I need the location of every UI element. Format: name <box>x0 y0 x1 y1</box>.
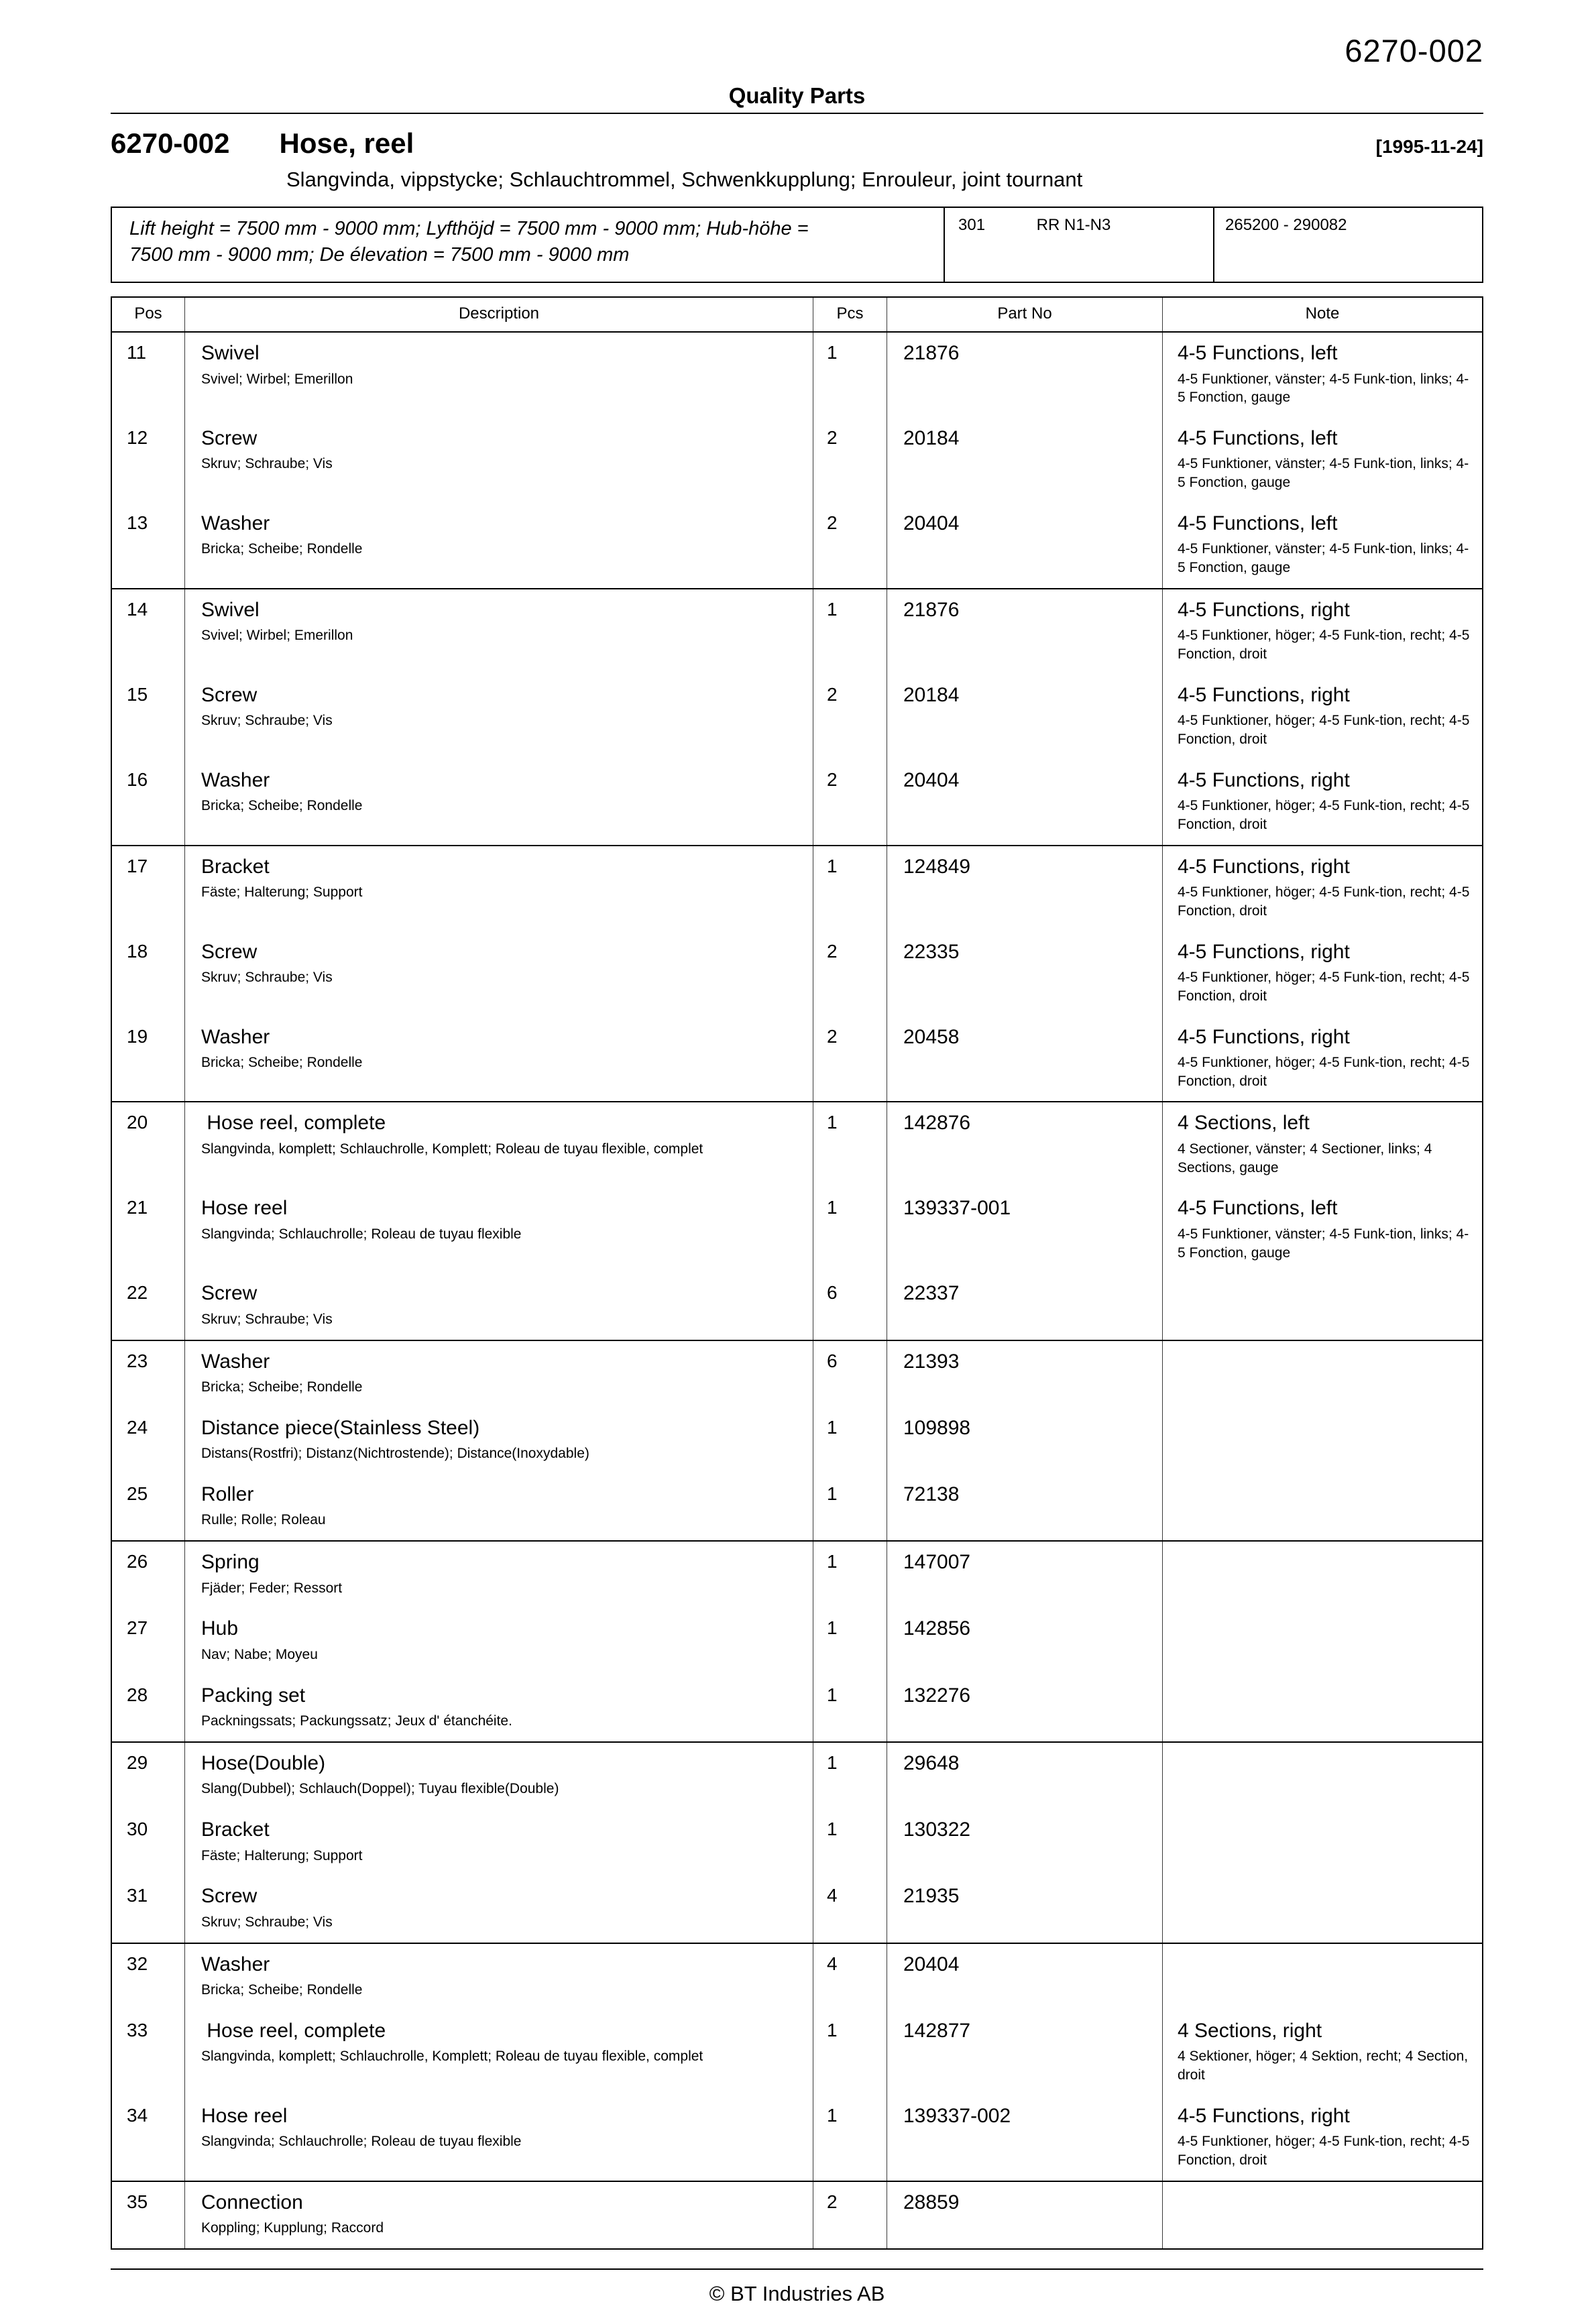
description-main: Bracket <box>201 1819 270 1841</box>
cell-pcs: 1 <box>813 1188 887 1273</box>
cell-description <box>184 1944 813 2010</box>
cell-note <box>1162 1341 1482 1407</box>
note-translations: 4-5 Funktioner, höger; 4-5 Funk-tion, recht; 4-5 Fonction, droit <box>1178 2134 1470 2168</box>
note-main: 4 Sections, left <box>1178 1112 1310 1135</box>
cell-note <box>1162 1188 1482 1273</box>
cell-description <box>184 1675 813 1741</box>
description-translations: Distans(Rostfri); Distanz(Nichtrostende); Distance(Inoxydable) <box>201 1446 589 1462</box>
applicability-box <box>111 207 1483 283</box>
footer-copyright: © BT Industries AB <box>709 2281 885 2305</box>
note-main: 4-5 Functions, right <box>1178 1025 1350 1048</box>
description-translations: Fjäder; Feder; Ressort <box>201 1580 343 1596</box>
page-title-code: 6270-002 <box>111 127 230 159</box>
cell-part-no: 21876 <box>887 589 1162 675</box>
cell-pcs: 2 <box>813 675 887 760</box>
cell-part-no: 22337 <box>887 1273 1162 1339</box>
cell-note <box>1162 2010 1482 2095</box>
table-row <box>112 1188 1482 1273</box>
table-row <box>112 503 1482 589</box>
cell-description <box>184 1542 813 1608</box>
doc-code-top: 6270-002 <box>1345 33 1483 68</box>
cell-pcs: 6 <box>813 1341 887 1407</box>
description-translations: Rulle; Rolle; Roleau <box>201 1512 326 1528</box>
description-main: Screw <box>201 426 258 449</box>
cell-pos: 31 <box>127 1885 148 1906</box>
cell-description <box>184 2182 813 2248</box>
lift-height-text: Lift height = 7500 mm - 9000 mm; Lyfthöjd = 7500 mm - 9000 mm; Hub-höhe = 7500 mm - 9000 mm; De élevation = 7500 mm - 9000 mm <box>129 218 809 266</box>
page-footer <box>111 2268 1483 2306</box>
description-translations: Koppling; Kupplung; Raccord <box>201 2220 384 2236</box>
cell-pcs: 1 <box>813 1675 887 1741</box>
description-translations: Slangvinda, komplett; Schlauchrolle, Komplett; Roleau de tuyau flexible, complet <box>201 2049 703 2065</box>
description-translations: Skruv; Schraube; Vis <box>201 456 333 472</box>
table-row <box>112 589 1482 675</box>
cell-description <box>184 2095 813 2181</box>
cell-description <box>184 418 813 503</box>
note-main: 4-5 Functions, right <box>1178 855 1350 878</box>
cell-note <box>1162 1017 1482 1102</box>
cell-pcs: 2 <box>813 931 887 1017</box>
cell-pcs: 1 <box>813 846 887 931</box>
cell-note <box>1162 1944 1482 2010</box>
page-title: Hose, reel <box>279 127 414 159</box>
table-row <box>112 931 1482 1017</box>
cell-note <box>1162 1407 1482 1474</box>
description-main: Screw <box>201 1282 258 1305</box>
description-main: Washer <box>201 1350 270 1373</box>
lift-height-cell <box>112 208 944 282</box>
table-row <box>112 2095 1482 2182</box>
description-main: Hub <box>201 1617 239 1640</box>
cell-pcs: 1 <box>813 2095 887 2181</box>
cell-part-no: 72138 <box>887 1474 1162 1540</box>
model-cell <box>944 208 1213 282</box>
description-main: Screw <box>201 683 258 706</box>
cell-note <box>1162 675 1482 760</box>
cell-pos: 34 <box>127 2104 148 2126</box>
cell-pos: 25 <box>127 1483 148 1504</box>
description-main: Screw <box>201 940 258 963</box>
description-translations: Skruv; Schraube; Vis <box>201 1914 333 1930</box>
cell-pcs: 1 <box>813 1407 887 1474</box>
note-translations: 4-5 Funktioner, vänster; 4-5 Funk-tion, links; 4-5 Fonction, gauge <box>1178 456 1469 491</box>
cell-description <box>184 333 813 418</box>
cell-description <box>184 1341 813 1407</box>
table-header-row <box>112 298 1482 333</box>
cell-part-no: 20404 <box>887 1944 1162 2010</box>
cell-part-no: 139337-002 <box>887 2095 1162 2181</box>
cell-pcs: 1 <box>813 1102 887 1188</box>
cell-description <box>184 675 813 760</box>
cell-description <box>184 1188 813 1273</box>
cell-pos: 21 <box>127 1197 148 1218</box>
cell-part-no: 22335 <box>887 931 1162 1017</box>
cell-note <box>1162 760 1482 845</box>
cell-part-no: 139337-001 <box>887 1188 1162 1273</box>
table-row <box>112 418 1482 503</box>
cell-pos: 26 <box>127 1551 148 1572</box>
cell-pcs: 2 <box>813 2182 887 2248</box>
serial-range-cell: 265200 - 290082 <box>1213 208 1482 282</box>
cell-pcs: 1 <box>813 1809 887 1876</box>
table-row <box>112 2182 1482 2248</box>
description-translations: Slangvinda, komplett; Schlauchrolle, Komplett; Roleau de tuyau flexible, complet <box>201 1141 703 1157</box>
table-row <box>112 1273 1482 1340</box>
cell-pcs: 1 <box>813 589 887 675</box>
cell-note <box>1162 2182 1482 2248</box>
description-translations: Packningssats; Packungssatz; Jeux d' étanchéite. <box>201 1713 512 1729</box>
table-row <box>112 333 1482 418</box>
page-header <box>111 32 1483 113</box>
note-main: 4-5 Functions, right <box>1178 683 1350 706</box>
cell-description <box>184 1273 813 1339</box>
description-main: Packing set <box>201 1684 306 1707</box>
type-code: 301 <box>958 216 986 234</box>
note-main: 4 Sections, right <box>1178 2019 1322 2042</box>
description-main: Swivel <box>201 342 260 364</box>
cell-pos: 23 <box>127 1350 148 1371</box>
description-translations: Fäste; Halterung; Support <box>201 884 363 901</box>
cell-description <box>184 1608 813 1674</box>
note-translations: 4-5 Funktioner, vänster; 4-5 Funk-tion, links; 4-5 Fonction, gauge <box>1178 371 1469 406</box>
cell-description <box>184 2010 813 2095</box>
note-translations: 4-5 Funktioner, vänster; 4-5 Funk-tion, links; 4-5 Fonction, gauge <box>1178 541 1469 576</box>
cell-pos: 15 <box>127 683 148 705</box>
description-translations: Bricka; Scheibe; Rondelle <box>201 1055 363 1070</box>
cell-note <box>1162 1809 1482 1876</box>
cell-note <box>1162 931 1482 1017</box>
cell-pos: 29 <box>127 1751 148 1773</box>
cell-pos: 30 <box>127 1819 148 1840</box>
description-translations: Slangvinda; Schlauchrolle; Roleau de tuyau flexible <box>201 1226 522 1242</box>
cell-pcs: 2 <box>813 1017 887 1102</box>
parts-table <box>111 296 1483 2250</box>
cell-description <box>184 760 813 845</box>
cell-note <box>1162 1608 1482 1674</box>
cell-pcs: 2 <box>813 418 887 503</box>
cell-part-no: 21935 <box>887 1876 1162 1942</box>
cell-pcs: 6 <box>813 1273 887 1339</box>
cell-pos: 24 <box>127 1416 148 1438</box>
description-main: Washer <box>201 1953 270 1975</box>
description-translations: Bricka; Scheibe; Rondelle <box>201 1379 363 1395</box>
cell-pos: 28 <box>127 1684 148 1705</box>
table-row <box>112 1102 1482 1188</box>
note-translations: 4 Sektioner, höger; 4 Sektion, recht; 4 Section, droit <box>1178 2049 1469 2083</box>
cell-pos: 13 <box>127 512 148 533</box>
cell-description <box>184 589 813 675</box>
description-main: Hose reel <box>201 2104 288 2127</box>
cell-pcs: 4 <box>813 1876 887 1942</box>
table-row <box>112 1944 1482 2010</box>
header-quality-parts: Quality Parts <box>728 83 866 108</box>
description-main: Swivel <box>201 598 260 621</box>
note-translations: 4-5 Funktioner, höger; 4-5 Funk-tion, recht; 4-5 Fonction, droit <box>1178 798 1470 832</box>
cell-description <box>184 1102 813 1188</box>
cell-pos: 20 <box>127 1112 148 1133</box>
cell-note <box>1162 1743 1482 1809</box>
description-translations: Bricka; Scheibe; Rondelle <box>201 1982 363 1998</box>
cell-part-no: 21876 <box>887 333 1162 418</box>
description-main: Washer <box>201 1025 270 1048</box>
cell-part-no: 28859 <box>887 2182 1162 2248</box>
cell-pos: 32 <box>127 1953 148 1974</box>
note-translations: 4-5 Funktioner, höger; 4-5 Funk-tion, recht; 4-5 Fonction, droit <box>1178 628 1470 662</box>
cell-part-no: 29648 <box>887 1743 1162 1809</box>
description-main: Connection <box>201 2191 303 2213</box>
note-main: 4-5 Functions, right <box>1178 940 1350 963</box>
cell-description <box>184 1809 813 1876</box>
cell-pos: 19 <box>127 1025 148 1047</box>
col-header-part-no: Part No <box>887 298 1162 331</box>
note-main: 4-5 Functions, left <box>1178 342 1338 364</box>
description-main: Bracket <box>201 855 270 878</box>
cell-note <box>1162 1675 1482 1741</box>
note-main: 4-5 Functions, right <box>1178 2104 1350 2127</box>
cell-pos: 35 <box>127 2191 148 2212</box>
cell-part-no: 20458 <box>887 1017 1162 1102</box>
cell-part-no: 20404 <box>887 760 1162 845</box>
table-row <box>112 1341 1482 1407</box>
cell-pos: 18 <box>127 940 148 962</box>
note-main: 4-5 Functions, right <box>1178 768 1350 791</box>
description-main: Roller <box>201 1483 254 1505</box>
cell-note <box>1162 1876 1482 1942</box>
description-translations: Svivel; Wirbel; Emerillon <box>201 628 353 644</box>
cell-description <box>184 1743 813 1809</box>
cell-part-no: 20184 <box>887 675 1162 760</box>
cell-note <box>1162 503 1482 588</box>
cell-pos: 27 <box>127 1617 148 1639</box>
cell-note <box>1162 1542 1482 1608</box>
table-row <box>112 1474 1482 1542</box>
cell-part-no: 109898 <box>887 1407 1162 1474</box>
cell-pos: 14 <box>127 598 148 620</box>
cell-part-no: 142856 <box>887 1608 1162 1674</box>
note-translations: 4-5 Funktioner, höger; 4-5 Funk-tion, recht; 4-5 Fonction, droit <box>1178 713 1470 747</box>
cell-description <box>184 846 813 931</box>
description-translations: Skruv; Schraube; Vis <box>201 713 333 729</box>
cell-description <box>184 931 813 1017</box>
cell-note <box>1162 333 1482 418</box>
cell-note <box>1162 1102 1482 1188</box>
description-translations: Svivel; Wirbel; Emerillon <box>201 371 353 387</box>
cell-pos: 12 <box>127 426 148 448</box>
col-header-note: Note <box>1162 298 1482 331</box>
cell-pcs: 2 <box>813 760 887 845</box>
cell-description <box>184 1474 813 1540</box>
header-rule <box>111 113 1483 114</box>
model-code: RR N1-N3 <box>1036 216 1111 234</box>
description-translations: Slang(Dubbel); Schlauch(Doppel); Tuyau flexible(Double) <box>201 1781 559 1797</box>
description-translations: Skruv; Schraube; Vis <box>201 970 333 986</box>
cell-part-no: 124849 <box>887 846 1162 931</box>
cell-pos: 17 <box>127 855 148 876</box>
col-header-description: Description <box>184 298 813 331</box>
table-body <box>112 333 1482 2248</box>
cell-pos: 33 <box>127 2019 148 2040</box>
table-row <box>112 1017 1482 1103</box>
cell-description <box>184 503 813 588</box>
description-main: Washer <box>201 512 270 534</box>
table-row <box>112 1608 1482 1674</box>
table-row <box>112 1675 1482 1743</box>
col-header-pcs: Pcs <box>813 298 887 331</box>
cell-note <box>1162 846 1482 931</box>
description-main: Distance piece(Stainless Steel) <box>201 1416 480 1439</box>
cell-part-no: 20404 <box>887 503 1162 588</box>
cell-pcs: 1 <box>813 1474 887 1540</box>
note-translations: 4 Sectioner, vänster; 4 Sectioner, links; 4 Sections, gauge <box>1178 1141 1432 1175</box>
note-main: 4-5 Functions, left <box>1178 512 1338 534</box>
description-main: Hose reel <box>201 1197 288 1220</box>
cell-note <box>1162 589 1482 675</box>
cell-pos: 16 <box>127 768 148 790</box>
note-main: 4-5 Functions, right <box>1178 598 1350 621</box>
table-row <box>112 1809 1482 1876</box>
description-translations: Skruv; Schraube; Vis <box>201 1311 333 1327</box>
cell-pcs: 1 <box>813 2010 887 2095</box>
revision-date: [1995-11-24] <box>1375 136 1483 157</box>
table-row <box>112 846 1482 931</box>
description-main: Hose reel, complete <box>201 2019 386 2042</box>
table-row <box>112 1743 1482 1809</box>
table-row <box>112 760 1482 846</box>
description-main: Screw <box>201 1885 258 1908</box>
cell-part-no: 142876 <box>887 1102 1162 1188</box>
cell-part-no: 21393 <box>887 1341 1162 1407</box>
cell-note <box>1162 2095 1482 2181</box>
note-translations: 4-5 Funktioner, vänster; 4-5 Funk-tion, links; 4-5 Fonction, gauge <box>1178 1226 1469 1261</box>
title-row <box>111 127 1483 160</box>
table-row <box>112 1876 1482 1943</box>
cell-description <box>184 1407 813 1474</box>
note-translations: 4-5 Funktioner, höger; 4-5 Funk-tion, recht; 4-5 Fonction, droit <box>1178 970 1470 1004</box>
cell-pcs: 1 <box>813 1743 887 1809</box>
description-translations: Bricka; Scheibe; Rondelle <box>201 541 363 557</box>
cell-part-no: 142877 <box>887 2010 1162 2095</box>
description-translations: Slangvinda; Schlauchrolle; Roleau de tuyau flexible <box>201 2134 522 2150</box>
cell-pcs: 1 <box>813 333 887 418</box>
description-translations: Nav; Nabe; Moyeu <box>201 1646 318 1662</box>
cell-part-no: 130322 <box>887 1809 1162 1876</box>
note-translations: 4-5 Funktioner, höger; 4-5 Funk-tion, recht; 4-5 Fonction, droit <box>1178 1055 1470 1089</box>
cell-pcs: 1 <box>813 1608 887 1674</box>
description-main: Hose reel, complete <box>201 1112 386 1135</box>
cell-part-no: 132276 <box>887 1675 1162 1741</box>
table-row <box>112 1407 1482 1474</box>
note-main: 4-5 Functions, left <box>1178 1197 1338 1220</box>
cell-pcs: 2 <box>813 503 887 588</box>
description-main: Washer <box>201 768 270 791</box>
cell-part-no: 20184 <box>887 418 1162 503</box>
cell-note <box>1162 1474 1482 1540</box>
cell-note <box>1162 418 1482 503</box>
cell-pcs: 4 <box>813 1944 887 2010</box>
cell-pos: 22 <box>127 1282 148 1304</box>
note-main: 4-5 Functions, left <box>1178 426 1338 449</box>
description-translations: Bricka; Scheibe; Rondelle <box>201 798 363 814</box>
cell-part-no: 147007 <box>887 1542 1162 1608</box>
cell-description <box>184 1876 813 1942</box>
description-main: Hose(Double) <box>201 1751 326 1774</box>
description-main: Spring <box>201 1551 260 1574</box>
table-row <box>112 2010 1482 2095</box>
description-translations: Fäste; Halterung; Support <box>201 1847 363 1863</box>
cell-pcs: 1 <box>813 1542 887 1608</box>
cell-pos: 11 <box>127 342 147 363</box>
table-row <box>112 1542 1482 1608</box>
table-row <box>112 675 1482 760</box>
page-subtitle: Slangvinda, vippstycke; Schlauchtrommel, Schwenkkupplung; Enrouleur, joint tournant <box>286 168 1083 191</box>
col-header-pos: Pos <box>134 304 162 323</box>
cell-description <box>184 1017 813 1102</box>
cell-note <box>1162 1273 1482 1339</box>
note-translations: 4-5 Funktioner, höger; 4-5 Funk-tion, recht; 4-5 Fonction, droit <box>1178 884 1470 919</box>
